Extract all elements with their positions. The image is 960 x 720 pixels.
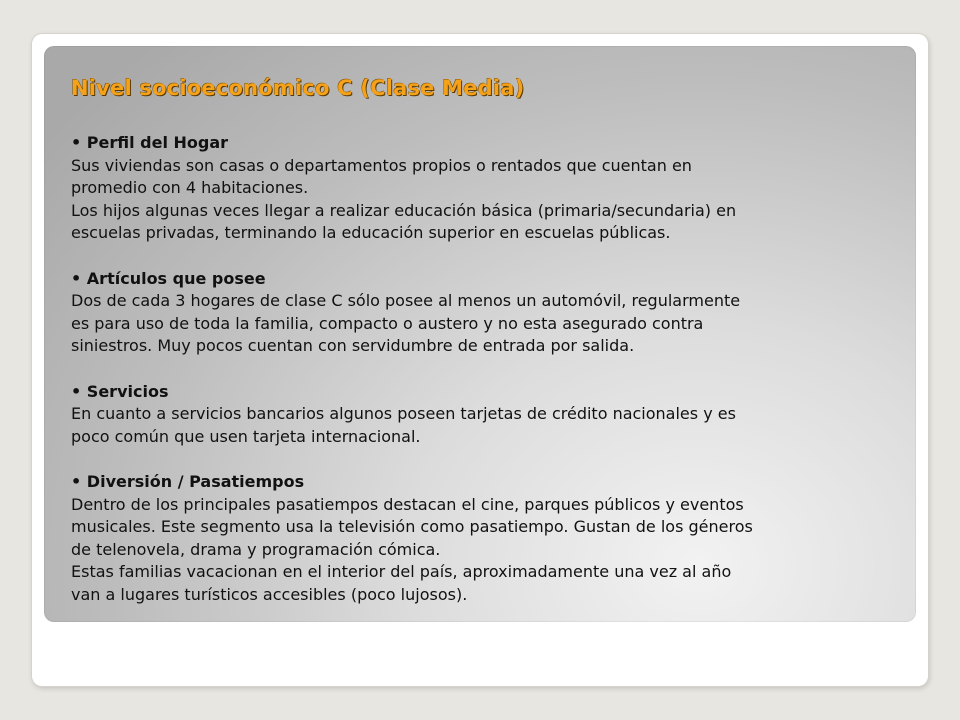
section-perfil-del-hogar: [71, 132, 911, 245]
slide-body: [71, 132, 911, 606]
slide-title: Nivel socioeconómico C (Clase Media): [71, 76, 525, 100]
paragraph-line: poco común que usen tarjeta internacional.: [71, 426, 421, 446]
section-heading: • Artículos que posee: [71, 268, 266, 288]
section-heading: • Perfil del Hogar: [71, 133, 229, 152]
section-heading: • Diversión / Pasatiempos: [71, 471, 305, 491]
paragraph-line: Dentro de los principales pasatiempos destacan el cine, parques públicos y eventos: [71, 494, 744, 514]
paragraph-line: Sus viviendas son casas o departamentos propios o rentados que cuentan en: [71, 155, 692, 175]
paragraph-line: En cuanto a servicios bancarios algunos poseen tarjetas de crédito nacionales y es: [71, 404, 736, 424]
paragraph-line: escuelas privadas, terminando la educación superior en escuelas públicas.: [71, 223, 671, 243]
paragraph-line: siniestros. Muy pocos cuentan con servidumbre de entrada por salida.: [71, 336, 635, 356]
paragraph-line: musicales. Este segmento usa la televisión como pasatiempo. Gustan de los géneros: [71, 517, 753, 537]
section-servicios: [71, 381, 911, 449]
paragraph-line: de telenovela, drama y programación cómica.: [71, 539, 441, 559]
paragraph-line: Dos de cada 3 hogares de clase C sólo posee al menos un automóvil, regularmente: [71, 291, 741, 311]
section-diversion-pasatiempos: [71, 471, 911, 607]
paragraph-line: Los hijos algunas veces llegar a realizar educación básica (primaria/secundaria) en: [71, 200, 737, 220]
paragraph-line: promedio con 4 habitaciones.: [71, 178, 309, 198]
section-articulos-que-posee: [71, 268, 911, 358]
paragraph-line: van a lugares turísticos accesibles (poco lujosos).: [71, 584, 468, 604]
section-heading: • Servicios: [71, 381, 169, 401]
paragraph-line: Estas familias vacacionan en el interior del país, aproximadamente una vez al año: [71, 562, 732, 582]
paragraph-line: es para uso de toda la familia, compacto o austero y no esta asegurado contra: [71, 313, 704, 333]
